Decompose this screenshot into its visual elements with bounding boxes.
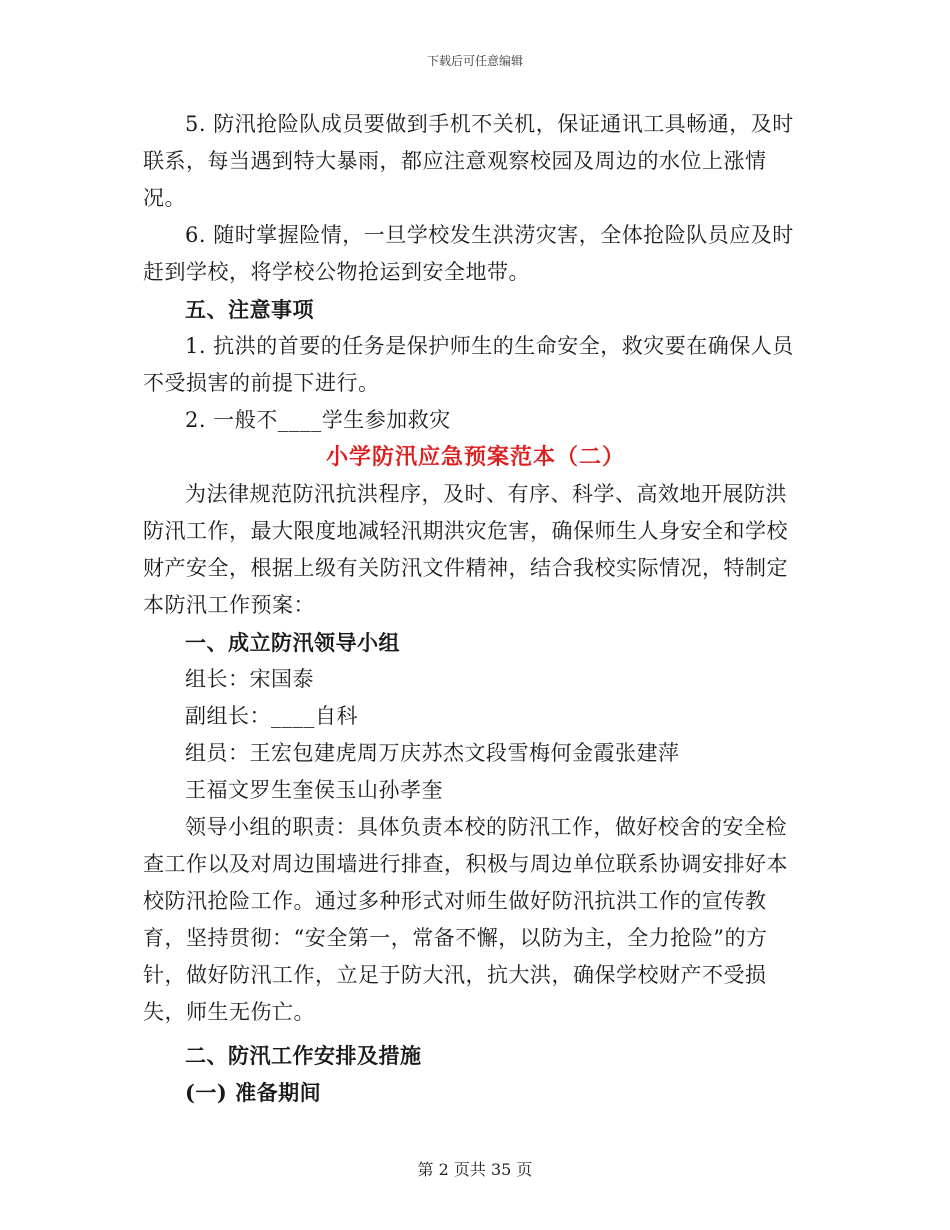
leader-line: 组长：宋国泰 — [185, 667, 314, 691]
page-header: 下载后可任意编辑 — [426, 54, 523, 68]
document-body — [143, 106, 808, 1111]
section-heading-measures: 二、防汛工作安排及措施 — [185, 1043, 422, 1068]
note-1-paragraph: 1. 抗洪的首要的任务是保护师生的生命安全，救灾要在确保人员不受损害的前提下进行。 — [143, 334, 794, 395]
note-2-paragraph: 2. 一般不____学生参加救灾 — [185, 408, 451, 432]
document-title: 小学防汛应急预案范本（二） — [325, 444, 625, 470]
item-5-paragraph: 5. 防汛抢险队成员要做到手机不关机，保证通讯工具畅通，及时联系，每当遇到特大暴雨，都应注意观察校园及周边的水位上涨情况。 — [143, 112, 794, 210]
page-footer: 第 2 页共 35 页 — [417, 1160, 533, 1179]
subsection-heading-preparation: (一) 准备期间 — [185, 1080, 322, 1105]
members-line-2: 王福文罗生奎侯玉山孙孝奎 — [185, 778, 443, 802]
intro-paragraph: 为法律规范防汛抗洪程序，及时、有序、科学、高效地开展防洪防汛工作，最大限度地减轻汛期洪灾危害，确保师生人身安全和学校财产安全，根据上级有关防汛文件精神，结合我校实际情况，特制定本防汛工作预案： — [143, 482, 788, 617]
section-heading-notes: 五、注意事项 — [185, 297, 314, 322]
section-heading-leadership: 一、成立防汛领导小组 — [185, 630, 400, 655]
duties-paragraph: 领导小组的职责：具体负责本校的防汛工作，做好校舍的安全检查工作以及对周边围墙进行排查，积极与周边单位联系协调安排好本校防汛抢险工作。通过多种形式对师生做好防汛抗洪工作的宣传教育，坚持贯彻：“安全第一，常备不懈，以防为主，全力抢险”的方针，做好防汛工作，立足于防大汛，抗大洪，确保学校财产不受损失，师生无伤亡。 — [143, 815, 788, 1024]
item-6-paragraph: 6. 随时掌握险情，一旦学校发生洪涝灾害，全体抢险队员应及时赶到学校，将学校公物抢运到安全地带。 — [143, 223, 794, 284]
vice-leader-line: 副组长：____自科 — [185, 704, 358, 728]
members-line-1: 组员：王宏包建虎周万庆苏杰文段雪梅何金霞张建萍 — [185, 741, 680, 765]
